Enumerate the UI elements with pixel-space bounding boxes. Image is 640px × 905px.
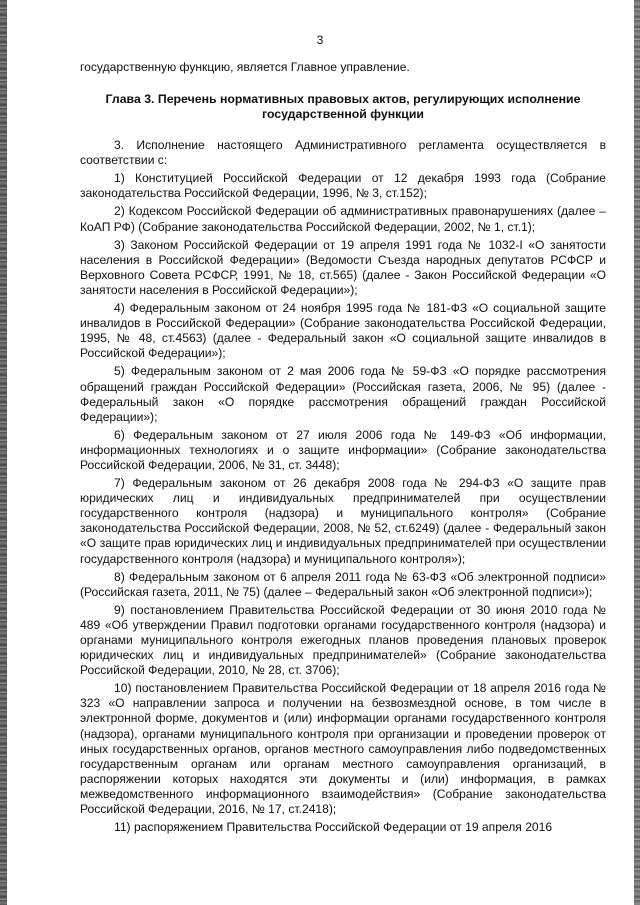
paragraph-3: 3. Исполнение настоящего Административного регламента осуществляется в соответствии с:	[80, 138, 606, 168]
list-item-3: 3) Законом Российской Федерации от 19 апреля 1991 года № 1032-I «О занятости населения в Российской Федерации» (Ведомости Съезда народных депутатов РСФСР и Верховного Совета РСФСР, 1991, № 18, ст.565) (далее - Закон Российской Федерации «О занятости населения в Российской Федерации»);	[80, 237, 606, 297]
list-item-10: 10) постановлением Правительства Российской Федерации от 18 апреля 2016 года № 323 «О направлении запроса и получении на безвозмездной основе, в том числе в электронной форме, документов и (или) информации органами государственного контроля (надзора), органами муниципального контроля при организации и проведении проверок от иных государственных органов, органов местного самоуправления либо подведомственных государственным органам или органам местного самоуправления организаций, в распоряжении которых находятся эти документы и (или) информация, в рамках межведомственного информационного взаимодействия» (Собрание законодательства Российской Федерации, 2016, № 17, ст.2418);	[80, 681, 606, 817]
list-item-2: 2) Кодексом Российской Федерации об административных правонарушениях (далее – КоАП РФ) (Собрание законодательства Российской Федерации, 2002, № 1, ст.1);	[80, 204, 606, 234]
list-item-6: 6) Федеральным законом от 27 июля 2006 года № 149-ФЗ «Об информации, информационных технологиях и о защите информации» (Собрание законодательства Российской Федерации, 2006, № 31, ст. 3448);	[80, 427, 606, 472]
chapter-heading-line-2: государственной функции	[262, 107, 424, 122]
list-item-11: 11) распоряжением Правительства Российской Федерации от 19 апреля 2016	[114, 820, 553, 835]
list-item-8: 8) Федеральным законом от 6 апреля 2011 года № 63-ФЗ «Об электронной подписи» (Российская газета, 2011, № 75) (далее – Федеральный закон «Об электронной подписи»);	[80, 569, 606, 599]
list-item-1: 1) Конституцией Российской Федерации от 12 декабря 1993 года (Собрание законодательства Российской Федерации, 1996, № 3, ст.152);	[80, 171, 606, 201]
chapter-heading-line-1: Глава 3. Перечень нормативных правовых актов, регулирующих исполнение	[105, 92, 581, 107]
list-item-4: 4) Федеральным законом от 24 ноября 1995 года № 181-ФЗ «О социальной защите инвалидов в Российской Федерации» (Собрание законодательства Российской Федерации, 1995, № 48, ст.4563) (далее - Федеральный закон «О социальной защите инвалидов в Российской Федерации»);	[80, 301, 606, 361]
scan-edge-left	[0, 0, 7, 905]
list-item-7: 7) Федеральным законом от 26 декабря 2008 года № 294-ФЗ «О защите прав юридических лиц и индивидуальных предпринимателей при осуществлении государственного контроля (надзора) и муниципального контроля» (Собрание законодательства Российской Федерации, 2008, № 52, ст.6249) (далее - Федеральный закон «О защите прав юридических лиц и индивидуальных предпринимателей при осуществлении государственного контроля (надзора) и муниципального контроля»);	[80, 476, 606, 566]
list-item-5: 5) Федеральным законом от 2 мая 2006 года № 59-ФЗ «О порядке рассмотрения обращений граждан Российской Федерации» (Российская газета, 2006, № 95) (далее - Федеральный закон «О порядке рассмотрения обращений граждан Российской Федерации»);	[80, 364, 606, 424]
document-body	[80, 60, 606, 835]
page-number: 3	[316, 33, 324, 47]
list-item-9: 9) постановлением Правительства Российской Федерации от 30 июня 2010 года № 489 «Об утверждении Правил подготовки органами государственного контроля (надзора) и органами муниципального контроля ежегодных планов проведения плановых проверок юридических лиц и индивидуальных предпринимателей» (Собрание законодательства Российской Федерации, 2010, № 28, ст. 3706);	[80, 602, 606, 678]
intro-line: государственную функцию, является Главное управление.	[80, 60, 410, 74]
scan-edge-right	[634, 0, 640, 905]
chapter-heading	[80, 92, 606, 122]
